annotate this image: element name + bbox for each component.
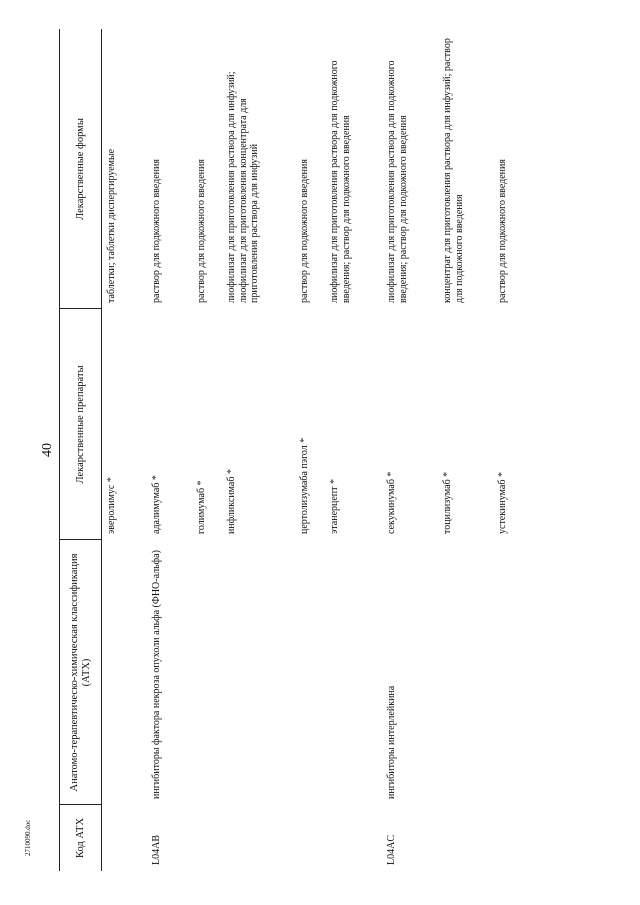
drug-name: эверолимус * — [106, 477, 117, 534]
dosage-form: лиофилизат для приготовления раствора для подкожного введения; раствор для подкожного введения — [386, 60, 409, 303]
drug-name: этанерцепт * — [329, 478, 340, 534]
drug-table — [59, 29, 579, 871]
atc-code: L04AB — [151, 835, 162, 865]
drug-name: цертолизумаба пэгол * — [299, 437, 310, 534]
dosage-form: лиофилизат для приготовления раствора для инфузий; лиофилизат для приготовления концентрата для приготовления раствора для инфузий — [226, 71, 260, 303]
drug-name: адалимумаб * — [151, 475, 162, 534]
dosage-form: раствор для подкожного введения — [151, 159, 162, 303]
dosage-form: раствор для подкожного введения — [497, 159, 508, 303]
drug-name: секукинумаб * — [386, 471, 397, 534]
header-drugs: Лекарственные препараты — [75, 365, 86, 484]
dosage-form: раствор для подкожного введения — [299, 159, 310, 303]
drug-name: инфликсимаб * — [226, 469, 237, 534]
page-number: 40 — [40, 443, 55, 457]
atc-code: L04AC — [386, 835, 397, 865]
dosage-form: таблетки; таблетки диспергируемые — [106, 148, 117, 303]
atc-classification: ингибиторы интерлейкина — [386, 685, 397, 799]
header-code: Код АТХ — [75, 817, 86, 859]
header-dosage-forms: Лекарственные формы — [75, 118, 86, 220]
footer-file-name: 2710090.doc — [24, 819, 32, 856]
dosage-form: концентрат для приготовления раствора для инфузий; раствор для подкожного введения — [442, 38, 465, 303]
dosage-form: раствор для подкожного введения — [196, 159, 207, 303]
header-atc-classification: Анатомо-терапевтическо-химическая классификация (АТХ) — [69, 553, 92, 792]
dosage-form: лиофилизат для приготовления раствора для подкожного введения; раствор для подкожного введения — [329, 60, 352, 303]
table-header-border — [101, 29, 102, 871]
drug-name: тоцилизумаб * — [442, 471, 453, 534]
table-top-border — [59, 29, 60, 871]
drug-name: устекинумаб * — [497, 472, 508, 534]
atc-classification: ингибиторы фактора некроза опухоли альфа (ФНО-альфа) — [151, 550, 162, 799]
drug-name: голимумаб * — [196, 480, 207, 534]
